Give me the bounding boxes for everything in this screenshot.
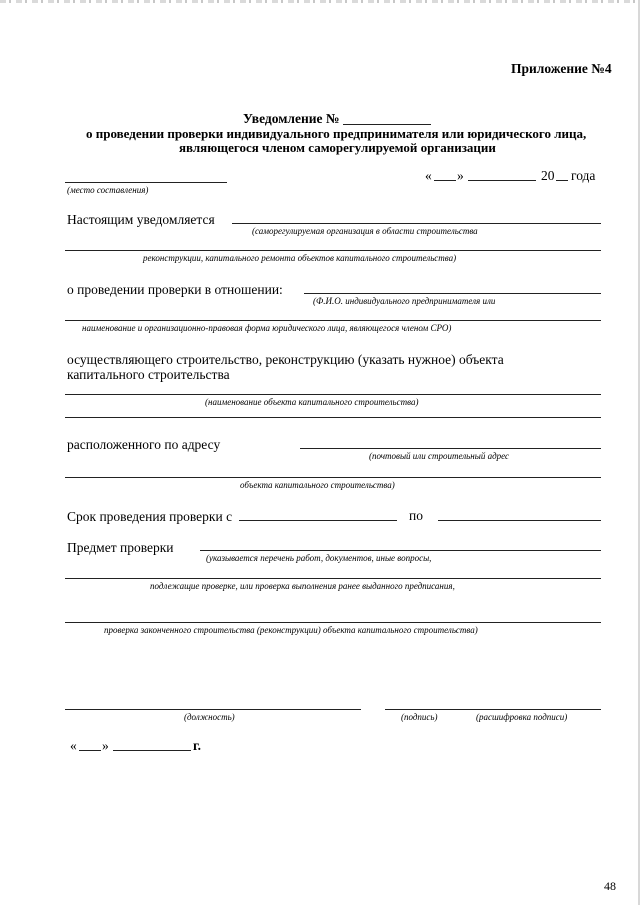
appendix-label: Приложение №4 bbox=[511, 61, 612, 76]
subject-caption-3: проверка законченного строительства (реконструкции) объекта капитального строительства) bbox=[104, 625, 478, 635]
footer-date-suffix: г. bbox=[193, 738, 201, 753]
date-quote-open: « bbox=[425, 168, 432, 183]
notice-subtitle-1: о проведении проверки индивидуального предпринимателя или юридического лица, bbox=[86, 126, 587, 141]
sro-caption-1: (саморегулируемая организация в области строительства bbox=[252, 226, 478, 236]
address-caption-2: объекта капитального строительства) bbox=[240, 480, 395, 490]
subject-field-1[interactable] bbox=[200, 550, 601, 551]
notice-subtitle-2: являющегося членом саморегулируемой организации bbox=[179, 140, 496, 155]
subject-field-3[interactable] bbox=[65, 622, 601, 623]
sro-caption-2: реконструкции, капитального ремонта объектов капитального строительства) bbox=[143, 253, 457, 263]
date-year-suffix: года bbox=[571, 168, 596, 183]
subject-field-2[interactable] bbox=[65, 578, 601, 579]
member-caption-1: (Ф.И.О. индивидуального предпринимателя или bbox=[313, 296, 496, 306]
signature-caption: (подпись) bbox=[401, 712, 438, 722]
footer-date-day-field[interactable] bbox=[79, 750, 101, 751]
place-caption: (место составления) bbox=[67, 185, 149, 195]
subject-caption-1: (указывается перечень работ, документов, иные вопросы, bbox=[206, 553, 432, 563]
subject-label: Предмет проверки bbox=[67, 540, 174, 555]
date-year-prefix: 20 bbox=[541, 168, 555, 183]
address-field-2[interactable] bbox=[65, 477, 601, 478]
sro-field-1[interactable] bbox=[232, 223, 601, 224]
signature-decode-caption: (расшифровка подписи) bbox=[476, 712, 568, 722]
object-caption: (наименование объекта капитального строительства) bbox=[205, 397, 419, 407]
address-label: расположенного по адресу bbox=[67, 437, 221, 452]
date-quote-close: » bbox=[457, 168, 464, 183]
period-to-label: по bbox=[409, 508, 423, 523]
inspection-label: о проведении проверки в отношении: bbox=[67, 282, 283, 297]
footer-date-month-field[interactable] bbox=[113, 750, 191, 751]
footer-date-open: « bbox=[70, 738, 77, 753]
period-from-field[interactable] bbox=[239, 520, 397, 521]
notice-title: Уведомление № bbox=[243, 111, 340, 126]
notify-label: Настоящим уведомляется bbox=[67, 212, 215, 227]
subject-caption-2: подлежащие проверке, или проверка выполнения ранее выданного предписания, bbox=[150, 581, 455, 591]
scan-edge-top bbox=[0, 0, 640, 3]
sro-field-2[interactable] bbox=[65, 250, 601, 251]
address-caption-1: (почтовый или строительный адрес bbox=[369, 451, 510, 461]
construction-text-1: осуществляющего строительство, реконструкцию (указать нужное) объекта bbox=[67, 352, 504, 367]
date-day-field[interactable] bbox=[434, 180, 456, 181]
member-field-2[interactable] bbox=[65, 320, 601, 321]
construction-text-2: капитального строительства bbox=[67, 367, 230, 382]
position-field[interactable] bbox=[65, 709, 361, 710]
address-field-1[interactable] bbox=[300, 448, 601, 449]
object-field[interactable] bbox=[65, 394, 601, 395]
notice-number-field[interactable] bbox=[343, 124, 431, 125]
place-field[interactable] bbox=[65, 182, 227, 183]
member-caption-2: наименование и организационно-правовая форма юридического лица, являющегося членом СРО) bbox=[82, 323, 452, 333]
date-month-field[interactable] bbox=[468, 180, 536, 181]
page-number: 48 bbox=[604, 879, 616, 893]
footer-date-close: » bbox=[102, 738, 109, 753]
position-caption: (должность) bbox=[184, 712, 235, 722]
signature-field[interactable] bbox=[385, 709, 601, 710]
date-year-field[interactable] bbox=[556, 180, 568, 181]
period-label: Срок проведения проверки с bbox=[67, 509, 233, 524]
period-to-field[interactable] bbox=[438, 520, 601, 521]
member-field-1[interactable] bbox=[304, 293, 601, 294]
object-field-2[interactable] bbox=[65, 417, 601, 418]
